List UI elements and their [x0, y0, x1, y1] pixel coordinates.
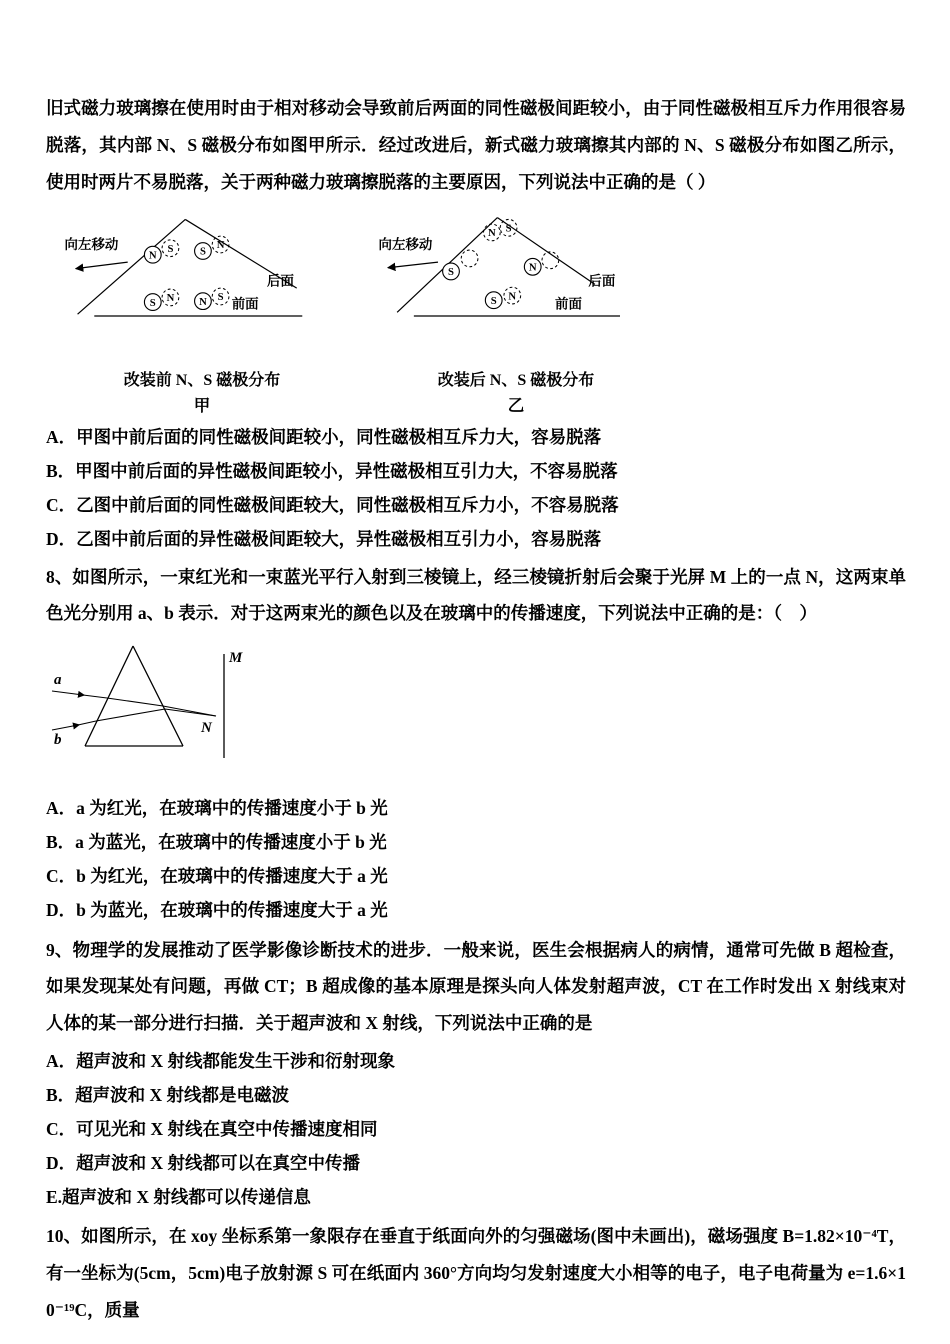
move-left-label: 向左移动 — [378, 237, 433, 253]
q7-option-c: C．乙图中前后面的同性磁极间距较大，同性磁极相互斥力小，不容易脱落 — [46, 495, 619, 516]
q7-option-a: A．甲图中前后面的同性磁极间距较小，同性磁极相互斥力大，容易脱落 — [46, 427, 602, 448]
q8-figure — [50, 640, 906, 767]
magnet-label: N — [199, 296, 207, 309]
q8-option-a: A．a 为红光，在玻璃中的传播速度小于 b 光 — [46, 798, 388, 819]
magnet-label: S — [149, 297, 156, 310]
figure-yi-diagram — [366, 212, 666, 368]
ray-a — [52, 672, 216, 716]
figure-jia-tag: 甲 — [193, 395, 211, 415]
magnet-label: N — [488, 227, 496, 240]
q7-figures — [52, 212, 906, 416]
ray-b — [52, 709, 216, 748]
back-face-label: 后面 — [267, 273, 294, 289]
magnet-label: S — [167, 243, 174, 256]
screen-M — [224, 650, 243, 758]
wiper-outline — [78, 220, 303, 317]
q7-options — [46, 420, 906, 557]
front-face-label: 前面 — [231, 296, 259, 312]
figure-yi — [366, 212, 666, 416]
figure-yi-caption: 改装后 N、S 磁极分布 — [437, 372, 595, 390]
magnet-label: N — [148, 249, 157, 262]
ray-a-label: a — [54, 672, 62, 689]
back-face-label: 后面 — [588, 273, 616, 289]
move-left-arrow — [65, 236, 128, 269]
magnet-label: N — [216, 239, 225, 252]
prism-outline — [85, 646, 183, 746]
magnet-label: S — [490, 295, 497, 308]
front-face-label: 前面 — [555, 296, 582, 312]
magnet-label: N — [508, 290, 517, 303]
q7-option-b: B．甲图中前后面的异性磁极间距较小，异性磁极相互引力大，不容易脱落 — [46, 461, 618, 482]
q9-option-a: A．超声波和 X 射线都能发生干涉和衍射现象 — [46, 1050, 396, 1071]
q9-stem: 9、物理学的发展推动了医学影像诊断技术的进步．一般来说，医生会根据病人的病情，通常可先做 B 超检查，如果发现某处有问题，再做 CT；B 超成像的基本原理是探头向人体发射超声波，CT 在工作时发出 X 射线束对人体的某一部分进行扫描．关于超声波和 X 射线，下列说法中正确的是 — [46, 939, 906, 1034]
figure-jia — [52, 212, 352, 416]
q7-stem: 旧式磁力玻璃擦在使用时由于相对移动会导致前后两面的同性磁极间距较小，由于同性磁极相互斥力作用很容易脱落，其内部 N、S 磁极分布如图甲所示．经过改进后，新式磁力玻璃擦其内部的 N、S 磁极分布如图乙所示，使用时两片不易脱落，关于两种磁力玻璃擦脱落的主要原因，下列说法中正确的是（ ） — [46, 98, 906, 192]
q7-option-d: D．乙图中前后面的异性磁极间距较大，异性磁极相互引力小，容易脱落 — [46, 529, 602, 550]
move-left-arrow — [379, 236, 438, 268]
q8-option-b: B．a 为蓝光，在玻璃中的传播速度小于 b 光 — [46, 832, 387, 853]
q8-stem: 8、如图所示，一束红光和一束蓝光平行入射到三棱镜上，经三棱镜折射后会聚于光屏 M 上的一点 N，这两束单色光分别用 a、b 表示．对于这两束光的颜色以及在玻璃中的传播速度，下列说法中正确的是：（ ） — [46, 566, 906, 624]
ray-b-label: b — [54, 732, 62, 749]
q9-option-e: E.超声波和 X 射线都可以传递信息 — [46, 1187, 311, 1208]
q9-option-b: B．超声波和 X 射线都是电磁波 — [46, 1084, 290, 1105]
magnet-label: S — [199, 245, 206, 258]
magnet-label: S — [448, 266, 454, 279]
magnets — [443, 220, 559, 309]
q8-option-c: C．b 为红光，在玻璃中的传播速度大于 a 光 — [46, 866, 388, 887]
q9-option-d: D．超声波和 X 射线都可以在真空中传播 — [46, 1153, 361, 1174]
q10-stem: 10、如图所示，在 xoy 坐标系第一象限存在垂直于纸面向外的匀强磁场(图中未画出)，磁场强度 B=1.82×10⁻⁴T，有一坐标为(5cm，5cm)电子放射源 S 可在纸面内 360°方向均匀发射速度大小相等的电子，电子电荷量为 e=1.6×10⁻¹⁹C，质量 — [46, 1226, 906, 1320]
q9-options — [46, 1044, 906, 1215]
prism-diagram — [50, 640, 285, 762]
screen-label: M — [229, 650, 243, 667]
magnets — [144, 236, 229, 310]
q8-option-d: D．b 为蓝光，在玻璃中的传播速度大于 a 光 — [46, 900, 388, 921]
magnet-label: N — [166, 292, 175, 305]
figure-jia-diagram — [52, 212, 352, 368]
magnet-label: N — [528, 261, 537, 274]
q8-options — [46, 791, 906, 928]
point-n-label: N — [201, 720, 212, 737]
figure-yi-tag: 乙 — [507, 395, 525, 415]
move-left-label: 向左移动 — [64, 237, 119, 253]
magnet-label: S — [217, 291, 224, 304]
figure-jia-caption: 改装前 N、S 磁极分布 — [123, 372, 281, 390]
q9-option-c: C．可见光和 X 射线在真空中传播速度相同 — [46, 1119, 378, 1140]
magnet-label: S — [505, 222, 512, 235]
